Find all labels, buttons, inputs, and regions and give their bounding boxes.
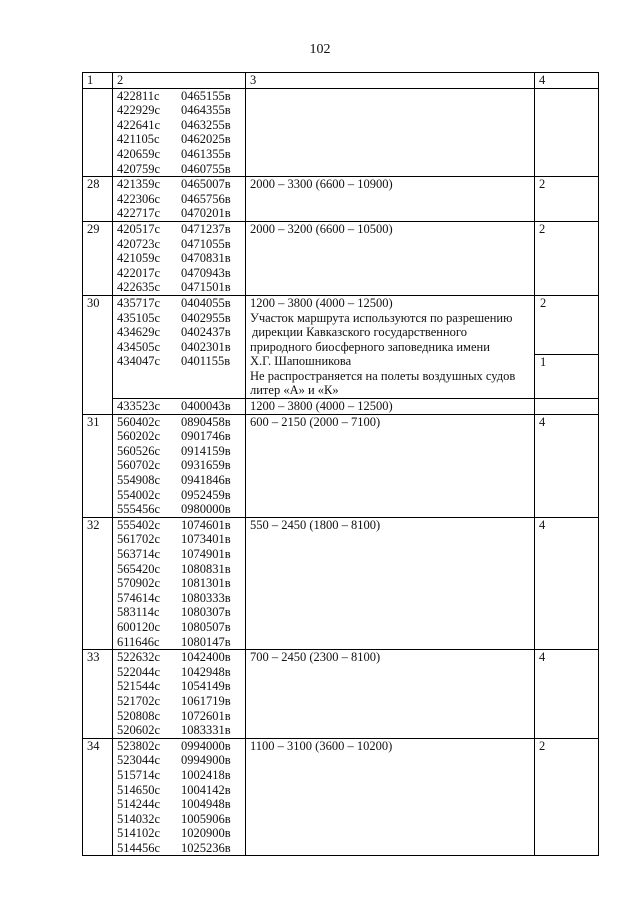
category: 4	[535, 650, 599, 739]
coordinate-pair	[117, 665, 245, 680]
longitude: 1054149в	[181, 679, 231, 694]
longitude: 1025236в	[181, 840, 231, 855]
coordinate-pair	[117, 206, 245, 221]
latitude: 560202с	[117, 429, 161, 444]
coordinate-pair	[117, 518, 245, 533]
coordinates-cell	[113, 177, 246, 222]
latitude: 421359с	[117, 177, 161, 192]
latitude: 420659с	[117, 146, 161, 161]
longitude: 0980000в	[181, 502, 231, 517]
coordinate-pair	[117, 340, 245, 355]
coordinate-pair	[117, 118, 245, 133]
latitude: 420517с	[117, 221, 161, 236]
coordinate-pair	[117, 679, 245, 694]
latitude: 555456с	[117, 502, 161, 517]
note-line: дирекции Кавказского государственного	[252, 325, 467, 340]
longitude: 0470201в	[181, 206, 231, 221]
longitude: 1074901в	[181, 547, 231, 561]
note-line: Х.Г. Шапошникова	[250, 354, 352, 369]
longitude: 1083331в	[181, 723, 231, 738]
longitude: 1061719в	[181, 693, 231, 708]
latitude: 435717с	[117, 295, 161, 310]
longitude: 0465007в	[181, 177, 231, 192]
latitude: 514244с	[117, 797, 161, 812]
row-number: 30	[83, 295, 113, 414]
coordinates-cell	[113, 517, 246, 649]
longitude: 1004142в	[181, 782, 231, 797]
coordinate-pair	[117, 237, 245, 252]
coordinate-pair	[117, 532, 245, 547]
row-number: 32	[83, 517, 113, 649]
coordinates-cell	[113, 650, 246, 739]
latitude: 433523с	[117, 399, 161, 414]
latitude: 583114с	[117, 605, 160, 620]
coordinate-pair	[117, 739, 245, 754]
coordinate-pair	[117, 473, 245, 488]
latitude: 434505с	[117, 339, 161, 354]
latitude: 521702с	[117, 693, 161, 708]
coordinate-pair	[117, 635, 245, 650]
longitude: 0914159в	[181, 443, 231, 458]
header-cell: 3	[246, 73, 535, 89]
table-row	[83, 738, 599, 856]
altitude-limits: 550 – 2450 (1800 – 8100)	[246, 517, 535, 649]
longitude: 0994900в	[181, 753, 231, 768]
latitude: 421059с	[117, 251, 161, 266]
category: 2	[535, 221, 599, 295]
longitude: 1005906в	[181, 811, 231, 826]
category: 4	[535, 414, 599, 517]
coordinates-cell	[113, 88, 246, 177]
longitude: 0464355в	[181, 103, 231, 118]
coordinate-pair	[117, 280, 245, 295]
latitude: 560402с	[117, 414, 161, 429]
longitude: 0402301в	[181, 339, 231, 354]
coordinate-pair	[117, 354, 245, 369]
longitude: 1080507в	[181, 619, 231, 634]
latitude: 420759с	[117, 161, 161, 176]
latitude: 574614с	[117, 590, 161, 605]
longitude: 1002418в	[181, 767, 231, 782]
latitude: 520602с	[117, 723, 161, 738]
coordinates-cell	[113, 295, 246, 398]
altitude-limits	[246, 88, 535, 177]
row-number: 33	[83, 650, 113, 739]
coordinate-pair	[117, 458, 245, 473]
coordinate-pair	[117, 147, 245, 162]
coordinate-pair	[117, 783, 245, 798]
table-row	[83, 517, 599, 649]
page-number: 102	[309, 42, 331, 57]
latitude: 560702с	[117, 458, 161, 473]
coordinate-pair	[117, 562, 245, 577]
header-cell: 4	[535, 73, 599, 89]
header-cell: 2	[113, 73, 246, 89]
longitude: 0901746в	[181, 429, 231, 444]
table-row	[83, 295, 599, 398]
coordinate-pair	[117, 753, 245, 768]
row-number	[83, 88, 113, 177]
table-row	[83, 221, 599, 295]
coordinate-pair	[117, 576, 245, 591]
category-stack	[535, 295, 599, 398]
coordinate-pair	[117, 325, 245, 340]
coordinate-pair	[117, 547, 245, 562]
coordinate-pair	[117, 650, 245, 665]
row-number: 29	[83, 221, 113, 295]
latitude: 435105с	[117, 310, 161, 325]
latitude: 560526с	[117, 443, 161, 458]
latitude: 521544с	[117, 679, 161, 694]
longitude: 0402437в	[181, 325, 231, 340]
longitude: 0465756в	[181, 191, 231, 206]
coordinate-pair	[117, 694, 245, 709]
longitude: 1074601в	[181, 517, 231, 532]
longitude: 1080147в	[181, 634, 231, 649]
latitude: 514650с	[117, 782, 161, 797]
longitude: 0463255в	[181, 117, 231, 132]
category: 2	[535, 296, 598, 355]
coordinate-pair	[117, 415, 245, 430]
note-line: Участок маршрута используются по разрешению	[250, 310, 513, 325]
coordinate-pair	[117, 605, 245, 620]
table-row	[83, 177, 599, 222]
longitude: 0931659в	[181, 458, 231, 473]
table-row	[83, 88, 599, 177]
latitude: 554908с	[117, 473, 161, 488]
longitude: 0402955в	[181, 310, 231, 325]
category	[535, 399, 599, 415]
coordinate-pair	[117, 723, 245, 738]
longitude: 0471501в	[181, 280, 231, 295]
altitude-limits-with-notes	[246, 295, 535, 398]
category: 2	[535, 738, 599, 856]
coordinate-pair	[117, 296, 245, 311]
table-header-row	[83, 73, 599, 89]
coordinate-pair	[117, 797, 245, 812]
latitude: 422306с	[117, 191, 161, 206]
altitude-limits: 1200 – 3800 (4000 – 12500)	[246, 399, 535, 415]
row-number: 31	[83, 414, 113, 517]
latitude: 611646с	[117, 634, 160, 649]
longitude: 1042400в	[181, 650, 231, 665]
latitude: 434629с	[117, 325, 161, 340]
longitude: 0401155в	[181, 354, 231, 369]
latitude: 434047с	[117, 354, 161, 369]
latitude: 523044с	[117, 753, 161, 768]
table-row	[83, 414, 599, 517]
altitude-limits: 600 – 2150 (2000 – 7100)	[246, 414, 535, 517]
longitude: 1004948в	[181, 797, 231, 812]
altitude-limits: 700 – 2450 (2300 – 8100)	[246, 650, 535, 739]
longitude: 0470831в	[181, 251, 231, 266]
coordinate-pair	[117, 222, 245, 237]
note-line: природного биосферного заповедника имени	[250, 339, 490, 354]
coordinate-pair	[117, 444, 245, 459]
latitude: 561702с	[117, 532, 161, 547]
coordinate-pair	[117, 192, 245, 207]
longitude: 0460755в	[181, 161, 231, 176]
coordinate-pair	[117, 841, 245, 856]
longitude: 0462025в	[181, 132, 231, 147]
latitude: 522632с	[117, 650, 161, 665]
latitude: 514456с	[117, 840, 161, 855]
latitude: 570902с	[117, 576, 161, 591]
altitude-limits: 2000 – 3200 (6600 – 10500)	[246, 221, 535, 295]
altitude-limits: 1200 – 3800 (4000 – 12500)	[250, 295, 393, 310]
longitude: 1042948в	[181, 664, 231, 679]
latitude: 422811с	[117, 88, 160, 103]
latitude: 422641с	[117, 117, 161, 132]
longitude: 1080307в	[181, 605, 231, 620]
coordinate-pair	[117, 812, 245, 827]
coordinates-cell	[113, 221, 246, 295]
coordinate-pair	[117, 251, 245, 266]
longitude: 1080333в	[181, 590, 231, 605]
latitude: 422017с	[117, 265, 161, 280]
coordinate-pair	[117, 429, 245, 444]
latitude: 555402с	[117, 517, 161, 532]
longitude: 0471055в	[181, 236, 231, 251]
longitude: 0404055в	[181, 295, 231, 310]
longitude: 0461355в	[181, 146, 231, 161]
row-number: 34	[83, 738, 113, 856]
altitude-limits: 1100 – 3100 (3600 – 10200)	[246, 738, 535, 856]
coordinate-pair	[117, 488, 245, 503]
coordinate-pair	[117, 89, 245, 104]
coordinate-pair	[117, 132, 245, 147]
coordinate-pair	[117, 103, 245, 118]
latitude: 563714с	[117, 547, 161, 561]
latitude: 422929с	[117, 103, 161, 118]
latitude: 600120с	[117, 619, 161, 634]
latitude: 420723с	[117, 236, 161, 251]
latitude: 514102с	[117, 826, 161, 841]
coordinate-pair	[117, 826, 245, 841]
row-number: 28	[83, 177, 113, 222]
category: 2	[535, 177, 599, 222]
longitude: 1073401в	[181, 532, 231, 547]
latitude: 565420с	[117, 561, 161, 576]
coordinate-pair	[117, 311, 245, 326]
longitude: 0400043в	[181, 399, 231, 414]
coordinates-cell	[113, 414, 246, 517]
longitude: 0941846в	[181, 473, 231, 488]
category: 1	[540, 354, 547, 369]
coordinate-pair	[117, 266, 245, 281]
altitude-limits: 2000 – 3300 (6600 – 10900)	[246, 177, 535, 222]
category	[535, 88, 599, 177]
longitude: 0465155в	[181, 88, 231, 103]
coordinate-pair	[117, 591, 245, 606]
coordinates-cell	[113, 738, 246, 856]
longitude: 1080831в	[181, 561, 231, 576]
longitude: 0890458в	[181, 414, 231, 429]
coordinate-pair	[117, 502, 245, 517]
latitude: 514032с	[117, 811, 161, 826]
note-line: Не распространяется на полеты воздушных судов	[250, 368, 516, 383]
longitude: 1081301в	[181, 576, 231, 591]
coordinate-pair	[117, 399, 245, 414]
coordinate-pair	[117, 620, 245, 635]
latitude: 422717с	[117, 206, 161, 221]
longitude: 0470943в	[181, 265, 231, 280]
coordinate-pair	[117, 768, 245, 783]
longitude: 0994000в	[181, 738, 231, 753]
note-line: литер «А» и «К»	[250, 383, 339, 398]
latitude: 422635с	[117, 280, 161, 295]
longitude: 0471237в	[181, 221, 231, 236]
latitude: 554002с	[117, 487, 161, 502]
latitude: 421105с	[117, 132, 160, 147]
latitude: 515714с	[117, 767, 161, 782]
route-table	[82, 72, 599, 856]
coordinate-pair	[117, 162, 245, 177]
table-row	[83, 650, 599, 739]
header-cell: 1	[83, 73, 113, 89]
latitude: 523802с	[117, 738, 161, 753]
coordinates-cell	[113, 399, 246, 415]
latitude: 522044с	[117, 664, 161, 679]
longitude: 1072601в	[181, 708, 231, 723]
coordinate-pair	[117, 177, 245, 192]
longitude: 1020900в	[181, 826, 231, 841]
longitude: 0952459в	[181, 487, 231, 502]
latitude: 520808с	[117, 708, 161, 723]
table-row	[83, 399, 599, 415]
coordinate-pair	[117, 709, 245, 724]
category: 4	[535, 517, 599, 649]
